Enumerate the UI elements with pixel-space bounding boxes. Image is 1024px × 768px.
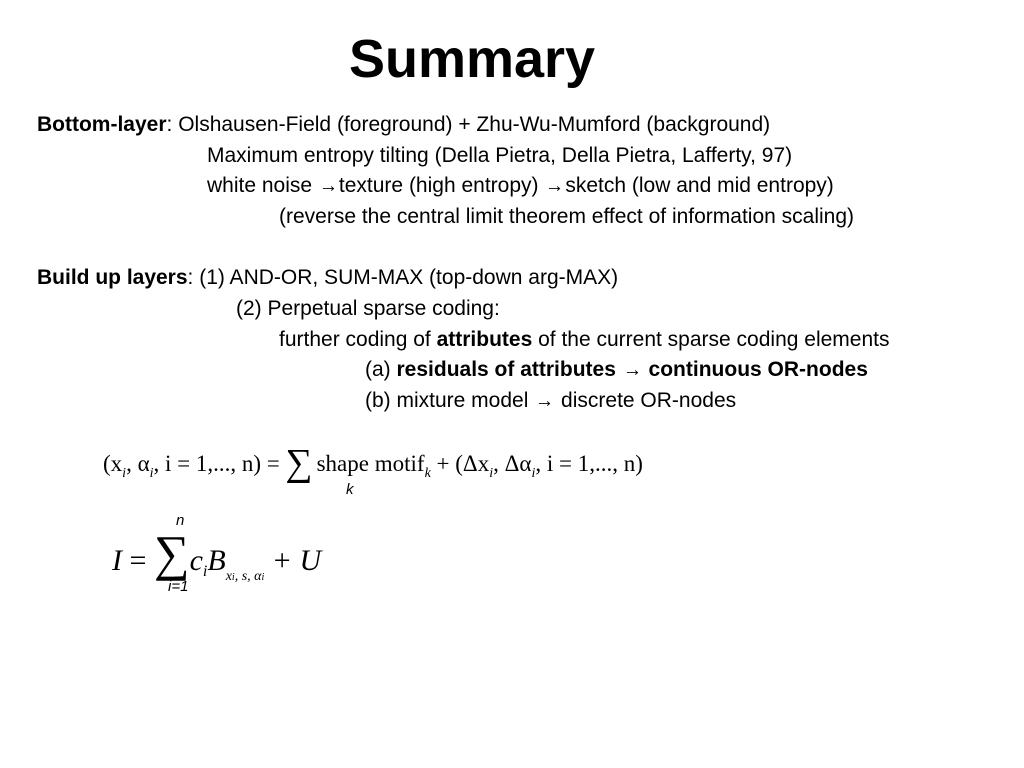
build-layers-text-5b: discrete OR-nodes bbox=[555, 389, 737, 412]
eq1-shape-motif: shape motif bbox=[316, 451, 425, 476]
residuals-bold: residuals of attributes bbox=[396, 358, 622, 381]
bottom-layer-line-3 bbox=[207, 173, 834, 199]
bottom-layer-text-3b: texture (high entropy) bbox=[338, 174, 545, 197]
build-layers-text-3c: of the current sparse coding elements bbox=[532, 328, 890, 351]
eq1-sub-i3: i bbox=[489, 466, 494, 481]
eq1-right-a: + (Δx bbox=[430, 451, 490, 476]
bottom-layer-line-1 bbox=[37, 112, 770, 138]
arrow-right-icon: → bbox=[535, 389, 555, 412]
eq2-c: c bbox=[189, 544, 203, 577]
build-layers-text-3a: further coding of bbox=[279, 328, 437, 351]
bottom-layer-text-3c: sketch (low and mid entropy) bbox=[565, 174, 834, 197]
build-layers-label: Build up layers bbox=[37, 266, 188, 289]
bottom-layer-label: Bottom-layer bbox=[37, 113, 167, 136]
eq2-B-sub-s-alpha: , s, α bbox=[234, 569, 262, 584]
eq1-sub-i: i bbox=[122, 466, 127, 481]
bottom-layer-text-3a: white noise bbox=[207, 174, 318, 197]
eq2-U: + U bbox=[264, 544, 322, 577]
eq1-sum-index: k bbox=[346, 481, 354, 498]
eq2-sum-top: n bbox=[176, 512, 185, 529]
eq2-B-sub-i2: i bbox=[261, 572, 265, 583]
eq2-I: I bbox=[112, 544, 122, 577]
eq1-mid: , i = 1,..., n) = bbox=[153, 451, 286, 476]
build-layers-line-5 bbox=[365, 388, 736, 414]
build-layers-line-3 bbox=[279, 327, 889, 353]
eq1-right-c: , i = 1,..., n) bbox=[535, 451, 643, 476]
bottom-layer-text-1: : Olshausen-Field (foreground) + Zhu-Wu-Mumford (background) bbox=[166, 113, 771, 136]
bottom-layer-line-4: (reverse the central limit theorem effect of information scaling) bbox=[279, 205, 855, 228]
build-layers-text-5a: (b) mixture model bbox=[365, 389, 535, 412]
build-layers-line-4 bbox=[365, 357, 868, 383]
eq2-sum: ∑ bbox=[153, 525, 190, 581]
eq1-sub-i4: i bbox=[531, 466, 536, 481]
eq1-left: (x bbox=[103, 451, 123, 476]
eq1-sum: ∑ bbox=[285, 442, 313, 484]
eq1-right-b: , Δα bbox=[493, 451, 532, 476]
eq2-B-sub-x: x bbox=[225, 569, 232, 584]
continuous-or-nodes-bold: continuous OR-nodes bbox=[642, 358, 868, 381]
eq1-sub-i2: i bbox=[149, 466, 154, 481]
build-layers-text-1: : (1) AND-OR, SUM-MAX (top-down arg-MAX) bbox=[187, 266, 619, 289]
slide-title: Summary bbox=[348, 29, 596, 89]
eq2-equals: = bbox=[122, 544, 154, 577]
eq1-shape-sub: k bbox=[424, 466, 431, 481]
build-layers-line-1 bbox=[37, 265, 618, 291]
build-layers-line-2: (2) Perpetual sparse coding: bbox=[236, 297, 500, 320]
eq2-sum-bottom: i=1 bbox=[168, 578, 189, 595]
bottom-layer-line-2: Maximum entropy tilting (Della Pietra, Della Pietra, Lafferty, 97) bbox=[207, 144, 793, 167]
arrow-right-icon: → bbox=[545, 174, 565, 197]
eq2-B-sub bbox=[226, 569, 265, 584]
attributes-bold: attributes bbox=[436, 328, 533, 351]
arrow-right-icon: → bbox=[318, 174, 338, 197]
build-layers-text-4a: (a) bbox=[365, 358, 397, 381]
eq1-alpha: , α bbox=[126, 451, 150, 476]
eq2-B: B bbox=[207, 544, 226, 577]
arrow-right-icon: → bbox=[622, 358, 642, 381]
eq2-B-sub-i: i bbox=[231, 572, 235, 583]
eq2-c-sub: i bbox=[202, 563, 208, 580]
equation-shape-motif bbox=[103, 440, 643, 500]
equation-image-model bbox=[112, 525, 322, 584]
